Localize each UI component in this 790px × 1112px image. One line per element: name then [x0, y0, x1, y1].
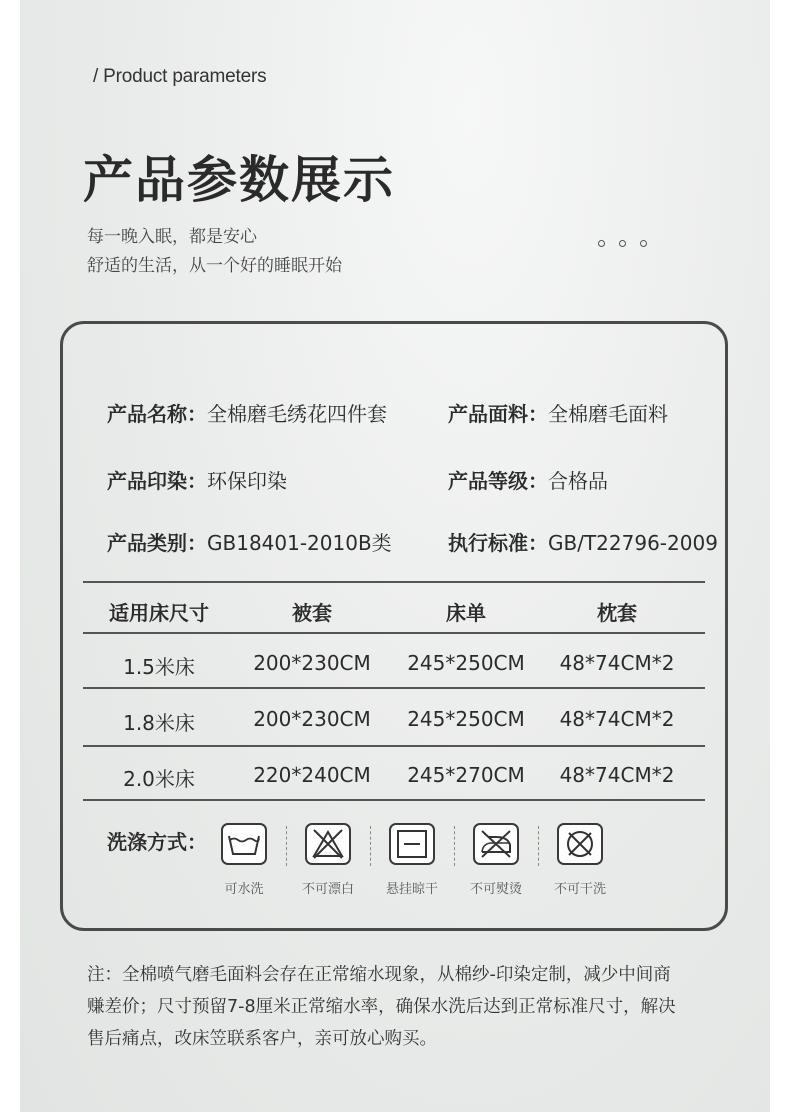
- table-cell: 220*240CM: [253, 763, 371, 787]
- dot-icon: [640, 240, 647, 247]
- no-dry-clean-icon: [557, 823, 603, 865]
- washing-caption: 可水洗: [224, 882, 264, 897]
- spec-fabric: [448, 398, 668, 427]
- spec-product-name: [107, 398, 387, 427]
- spec-value: 全棉磨毛绣花四件套: [207, 402, 387, 426]
- table-rule: [83, 799, 705, 801]
- spec-value: GB18401-2010B类: [207, 531, 392, 555]
- page-background: [20, 0, 770, 1112]
- divider: [370, 826, 371, 866]
- spec-standard: [448, 527, 718, 556]
- spec-value: 环保印染: [207, 469, 287, 493]
- page-title: 产品参数展示: [83, 151, 395, 209]
- table-rule: [83, 687, 705, 689]
- table-cell: 1.8米床: [123, 711, 195, 735]
- divider: [286, 826, 287, 866]
- table-rule: [83, 632, 705, 634]
- spec-label: 执行标准：: [448, 531, 548, 555]
- dot-icon: [598, 240, 605, 247]
- spec-value: GB/T22796-2009: [548, 531, 718, 555]
- spec-value: 合格品: [548, 469, 608, 493]
- note-line-3: 售后痛点，改床笠联系客户，亲可放心购买。: [87, 1029, 437, 1049]
- table-cell: 245*250CM: [407, 707, 525, 731]
- spec-label: 产品类别：: [107, 531, 207, 555]
- dot-icon: [619, 240, 626, 247]
- spec-grade: [448, 465, 608, 494]
- no-iron-icon: [473, 823, 519, 865]
- spec-dyeing: [107, 465, 287, 494]
- washing-caption: 不可漂白: [301, 882, 354, 897]
- note-line-1: 注：全棉喷气磨毛面料会存在正常缩水现象，从棉纱-印染定制，减少中间商: [87, 965, 671, 985]
- table-cell: 200*230CM: [253, 651, 371, 675]
- table-cell: 1.5米床: [123, 655, 195, 679]
- spec-label: 产品等级：: [448, 469, 548, 493]
- washing-label: 洗涤方式：: [107, 830, 207, 854]
- table-rule: [83, 581, 705, 583]
- subtitle-english: / Product parameters: [93, 66, 267, 87]
- table-cell: 245*250CM: [407, 651, 525, 675]
- spec-value: 全棉磨毛面料: [548, 402, 668, 426]
- spec-label: 产品名称：: [107, 402, 207, 426]
- table-cell: 2.0米床: [123, 767, 195, 791]
- divider: [538, 826, 539, 866]
- table-header-duvet: 被套: [292, 601, 332, 625]
- spec-label: 产品印染：: [107, 469, 207, 493]
- table-header-pillowcase: 枕套: [597, 601, 637, 625]
- table-cell: 48*74CM*2: [559, 707, 675, 731]
- washtub-icon: [221, 823, 267, 865]
- no-bleach-icon: [305, 823, 351, 865]
- decorative-dots: [598, 240, 647, 247]
- spec-label: 产品面料：: [448, 402, 548, 426]
- divider: [454, 826, 455, 866]
- table-cell: 245*270CM: [407, 763, 525, 787]
- tagline-line-2: 舒适的生活，从一个好的睡眠开始: [87, 256, 342, 276]
- line-dry-icon: [389, 823, 435, 865]
- table-cell: 48*74CM*2: [559, 651, 675, 675]
- note-line-2: 赚差价；尺寸预留7-8厘米正常缩水率，确保水洗后达到正常标准尺寸，解决: [87, 997, 676, 1017]
- washing-caption: 不可熨烫: [469, 882, 522, 897]
- washing-caption: 悬挂晾干: [385, 882, 438, 897]
- table-header-sheet: 床单: [446, 601, 486, 625]
- table-cell: 200*230CM: [253, 707, 371, 731]
- tagline-line-1: 每一晚入眠，都是安心: [87, 227, 257, 247]
- table-cell: 48*74CM*2: [559, 763, 675, 787]
- washing-caption: 不可干洗: [553, 882, 606, 897]
- table-rule: [83, 745, 705, 747]
- table-header-bed-size: 适用床尺寸: [109, 601, 209, 625]
- spec-category: [107, 527, 392, 556]
